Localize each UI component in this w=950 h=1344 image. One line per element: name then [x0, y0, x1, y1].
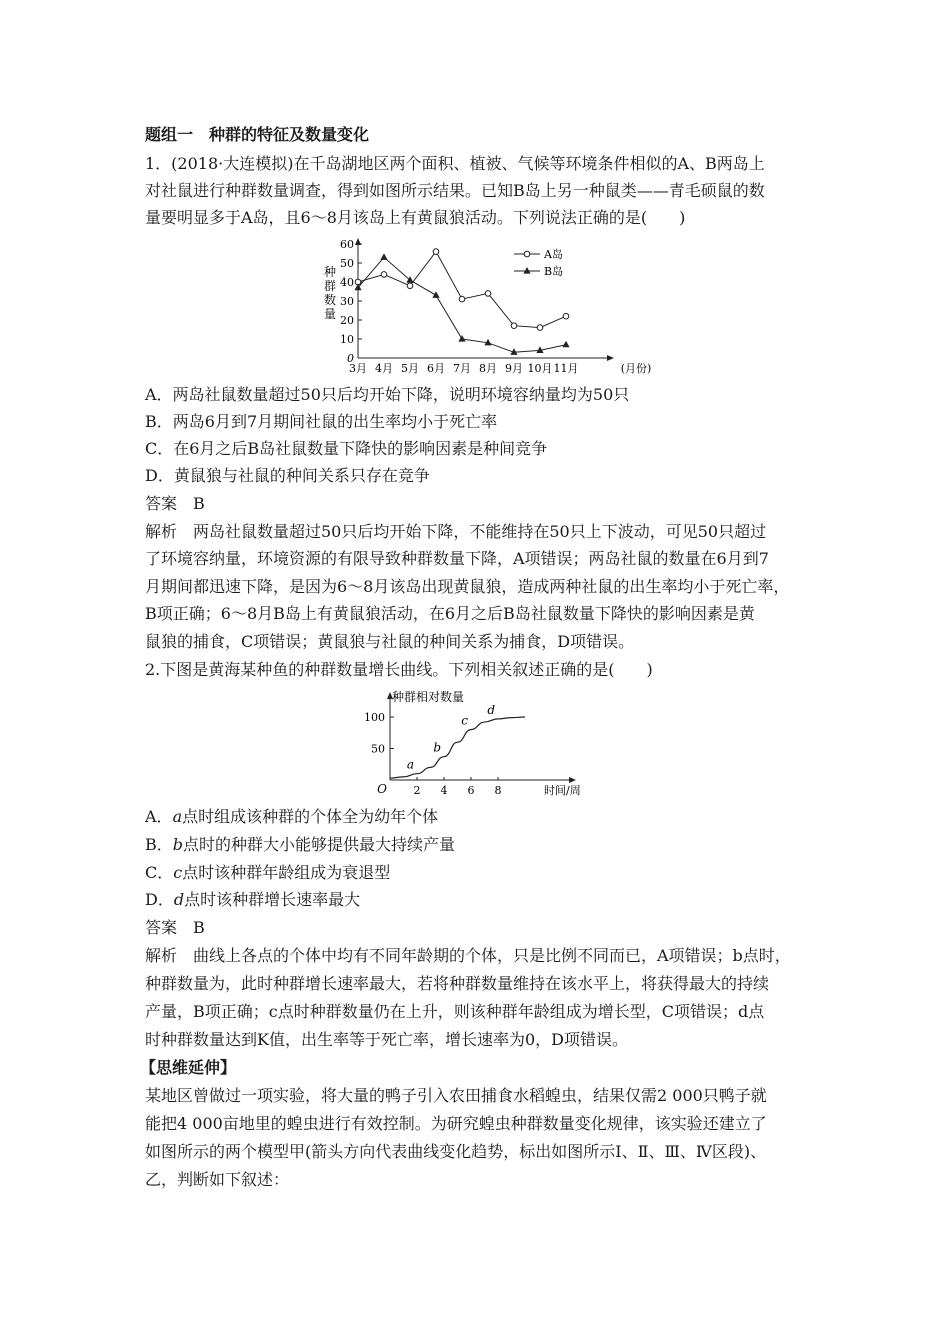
extension-heading: 【思维延伸】: [140, 1058, 237, 1077]
series-a-point: [563, 313, 569, 319]
x-tick-label: 10月: [527, 362, 553, 375]
q2-option-d: D．d点时该种群增长速率最大: [145, 890, 361, 909]
series-a-point: [381, 272, 387, 278]
x-tick-label: 4月: [375, 362, 393, 375]
extension-line-2: 能把4 000亩地里的蝗虫进行有效控制。为研究蝗虫种群数量变化规律，该实验还建立了: [145, 1114, 767, 1133]
x-tick-label: 2: [413, 784, 421, 797]
legend-marker-a: [524, 251, 530, 257]
y-axis-label: 种群相对数量: [392, 690, 465, 704]
extension-line-1: 某地区曾做过一项实验，将大量的鸭子引入农田捕食水稻蝗虫，结果仅需2 000只鸭子就: [145, 1086, 767, 1105]
y-tick-label: 10: [340, 333, 354, 346]
y-axis-label-char: 群: [323, 279, 337, 293]
series-b-point: [406, 276, 413, 283]
x-tick-label: 9月: [505, 362, 523, 375]
y-tick-label: 20: [340, 314, 354, 327]
q2-analysis-line-2: 种群数量为，此时种群增长速率最大，若将种群数量维持在该水平上，将获得最大的持续: [145, 974, 770, 993]
series-a-point: [511, 323, 517, 329]
q2-analysis-line-3: 产量，B项正确；c点时种群数量仍在上升，则该种群年龄组成为增长型，C项错误；d点: [145, 1002, 765, 1021]
q1-stem-line-2: 对社鼠进行种群数量调查，得到如图所示结果。已知B岛上另一种鼠类——青毛硕鼠的数: [145, 181, 765, 200]
x-axis-arrow: [607, 355, 614, 361]
series-a-line: [358, 252, 566, 328]
q2-option-b: B．b点时的种群大小能够提供最大持续产量: [145, 835, 456, 854]
y-tick-label: 30: [340, 295, 354, 308]
point-label-c: c: [461, 713, 468, 728]
y-axis-label-char: 种: [323, 265, 337, 279]
q2-analysis-line-1: 解析 曲线上各点的个体中均有不同年龄期的个体，只是比例不同而已，A项错误；b点时，: [145, 946, 791, 965]
y-tick-label: 40: [340, 276, 354, 289]
series-a-point: [433, 249, 439, 255]
section-title: 题组一 种群的特征及数量变化: [145, 125, 370, 144]
q1-stem-line-3: 量要明显多于A岛，且6～8月该岛上有黄鼠狼活动。下列说法正确的是( ): [145, 208, 686, 227]
q2-option-c: C．c点时该种群年龄组成为衰退型: [145, 863, 391, 882]
q1-analysis-line-5: 鼠狼的捕食，C项错误；黄鼠狼与社鼠的种间关系为捕食，D项错误。: [145, 632, 635, 651]
x-tick-label: 8月: [479, 362, 497, 375]
y-axis-label-char: 量: [323, 307, 337, 321]
series-b-point: [458, 335, 465, 342]
series-b-point: [380, 253, 387, 260]
q1-analysis-line-4: B项正确；6～8月B岛上有黄鼠狼活动，在6月之后B岛社鼠数量下降快的影响因素是黄: [145, 604, 755, 623]
x-tick-label: 4: [440, 784, 448, 797]
q2-option-a: A．a点时组成该种群的个体全为幼年个体: [145, 807, 439, 826]
island-population-chart: [318, 236, 658, 378]
q2-analysis-line-4: 时种群数量达到K值，出生率等于死亡率，增长速率为0，D项错误。: [145, 1030, 628, 1049]
series-a-point: [537, 325, 543, 331]
y-tick-label: 60: [340, 238, 354, 251]
series-a-point: [485, 291, 491, 297]
q1-option-c: C．在6月之后B岛社鼠数量下降快的影响因素是种间竞争: [145, 439, 548, 458]
point-label-b: b: [433, 740, 441, 755]
q2-stem: 2.下图是黄海某种鱼的种群数量增长曲线。下列相关叙述正确的是( ): [145, 660, 653, 679]
y-tick-label: 100: [364, 711, 385, 724]
extension-line-4: 乙，判断如下叙述：: [145, 1170, 290, 1189]
legend-label: B岛: [544, 265, 564, 278]
q1-analysis-line-1: 解析 两岛社鼠数量超过50只后均开始下降，不能维持在50只上下波动，可见50只超过: [145, 522, 767, 541]
q1-answer: 答案 B: [145, 494, 205, 513]
x-tick-label: 8: [494, 784, 502, 797]
y-tick-label: 50: [340, 257, 354, 270]
x-tick-label: 6月: [427, 362, 445, 375]
series-a-point: [459, 296, 465, 302]
series-a-point: [407, 283, 413, 289]
q1-analysis-line-2: 了环境容纳量，环境资源的有限导致种群数量下降，A项错误；两岛社鼠的数量在6月到7: [145, 549, 769, 568]
x-axis-label: 时间/周: [544, 784, 581, 797]
x-tick-label: 3月: [349, 362, 367, 375]
y-axis-label-char: 数: [323, 293, 337, 307]
x-axis-arrow: [569, 777, 576, 783]
x-tick-label: 7月: [453, 362, 471, 375]
origin-label: O: [377, 782, 387, 796]
point-label-a: a: [406, 757, 414, 772]
extension-line-3: 如图所示的两个模型甲(箭头方向代表曲线变化趋势，标出如图所示Ⅰ、Ⅱ、Ⅲ、Ⅳ区段)、: [145, 1142, 767, 1161]
q1-option-b: B．两岛6月到7月期间社鼠的出生率均小于死亡率: [145, 412, 498, 431]
fish-growth-curve-chart: [356, 688, 606, 806]
q2-answer: 答案 B: [145, 918, 205, 937]
legend-marker-b: [523, 267, 530, 274]
series-b-point: [562, 341, 569, 348]
y-tick-label: 0: [347, 352, 354, 365]
x-tick-label: 5月: [401, 362, 419, 375]
q1-analysis-line-3: 月期间都迅速下降，是因为6～8月该岛出现黄鼠狼，造成两种社鼠的出生率均小于死亡率，: [145, 577, 790, 596]
x-tick-label: 11月: [553, 362, 579, 375]
q1-option-d: D．黄鼠狼与社鼠的种间关系只存在竞争: [145, 466, 430, 485]
point-label-d: d: [487, 702, 495, 717]
y-tick-label: 50: [371, 742, 385, 756]
x-tick-label: 6: [467, 784, 475, 797]
series-b-point: [432, 291, 439, 298]
q1-stem-line-1: 1．(2018·大连模拟)在千岛湖地区两个面积、植被、气候等环境条件相似的A、B两岛上: [145, 154, 765, 173]
x-axis-unit: (月份): [620, 362, 652, 375]
q1-option-a: A．两岛社鼠数量超过50只后均开始下降，说明环境容纳量均为50只: [145, 385, 630, 404]
legend-label: A岛: [544, 248, 563, 261]
